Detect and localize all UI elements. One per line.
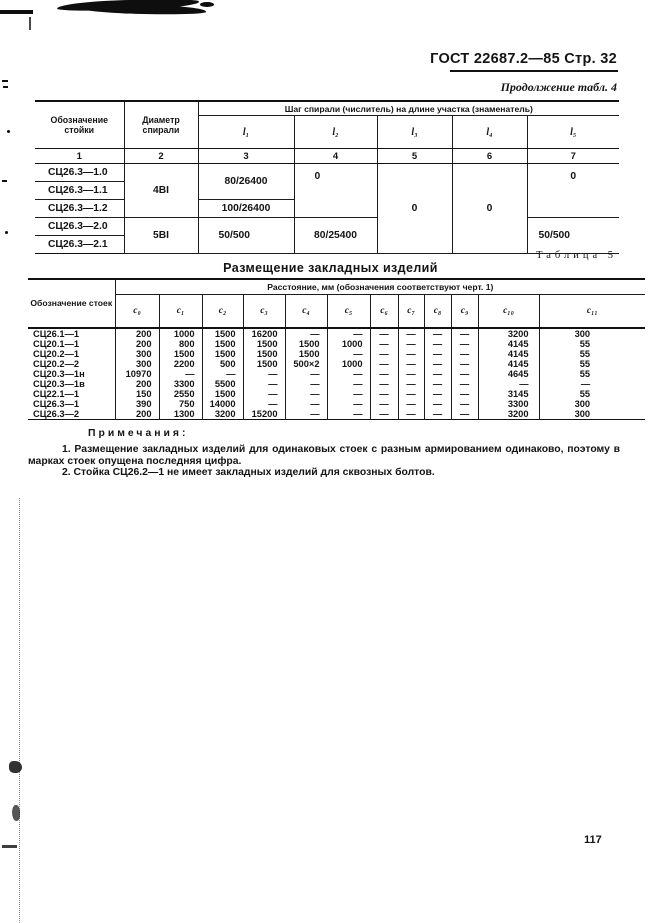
table-row xyxy=(28,369,645,379)
distance-value-cell: — xyxy=(424,409,451,420)
distance-value-cell: — xyxy=(370,399,398,409)
stand-designation-cell: СЦ26.3—2.0 xyxy=(35,218,124,236)
distance-value-cell: — xyxy=(398,359,424,369)
spiral-pitch-table-wrap xyxy=(35,100,619,254)
distance-value-cell: 500×2 xyxy=(285,359,327,369)
distance-value-cell: — xyxy=(539,379,645,389)
distance-value-cell: — xyxy=(243,369,285,379)
column-header-l4: l₄ xyxy=(452,116,527,149)
distance-value-cell: — xyxy=(424,399,451,409)
scan-artifact-mark xyxy=(5,231,8,234)
stand-designation-cell: СЦ26.3—1 xyxy=(28,399,115,409)
distance-value-cell: — xyxy=(451,379,478,389)
scan-artifact-mark xyxy=(7,130,10,133)
spiral-pitch-table xyxy=(35,100,619,254)
distance-value-cell: 3200 xyxy=(478,409,539,420)
column-number: 6 xyxy=(452,149,527,164)
scan-artifact-smear xyxy=(2,845,17,848)
scan-artifact-dash xyxy=(0,10,33,14)
distance-value-cell: — xyxy=(243,399,285,409)
distance-value-cell: 1500 xyxy=(202,349,243,359)
stand-designation-cell: СЦ26.3—1.2 xyxy=(35,200,124,218)
distance-value-cell: 1500 xyxy=(243,339,285,349)
scan-artifact-smear xyxy=(9,761,22,773)
scan-artifact-tick xyxy=(29,17,31,30)
spiral-diameter-cell: 4ВI xyxy=(124,164,198,218)
pitch-value-cell: 0 xyxy=(294,164,377,218)
column-header-c7: с₇ xyxy=(398,295,424,328)
distance-value-cell: — xyxy=(424,389,451,399)
note-item: 1. Размещение закладных изделий для одинаковых стоек с разным армированием одинаково, поэтому в марках стоек опущена последняя цифра. xyxy=(28,444,620,467)
distance-value-cell: — xyxy=(370,328,398,339)
distance-value-cell: 4145 xyxy=(478,359,539,369)
distance-value-cell: 300 xyxy=(539,399,645,409)
distance-value-cell: — xyxy=(370,379,398,389)
distance-value-cell: — xyxy=(327,409,370,420)
table-row xyxy=(35,218,619,236)
distance-value-cell: — xyxy=(202,369,243,379)
column-header-c3: с₃ xyxy=(243,295,285,328)
distance-value-cell: — xyxy=(327,389,370,399)
distance-value-cell: 800 xyxy=(159,339,202,349)
distance-value-cell: 1500 xyxy=(285,349,327,359)
distance-value-cell: 15200 xyxy=(243,409,285,420)
pitch-value-cell: 80/25400 xyxy=(294,218,377,254)
distance-value-cell: — xyxy=(424,349,451,359)
table5-title: Размещение закладных изделий xyxy=(223,261,438,275)
distance-value-cell: 3200 xyxy=(478,328,539,339)
distance-value-cell: — xyxy=(424,359,451,369)
header-underline xyxy=(450,70,618,72)
column-number: 3 xyxy=(198,149,294,164)
distance-value-cell: 16200 xyxy=(243,328,285,339)
distance-value-cell: 1300 xyxy=(159,409,202,420)
distance-value-cell: 1500 xyxy=(202,339,243,349)
stand-designation-cell: СЦ26.3—2.1 xyxy=(35,236,124,254)
distance-value-cell: — xyxy=(370,349,398,359)
column-header-c4: с₄ xyxy=(285,295,327,328)
column-header-designation: Обозначение стойки xyxy=(35,101,124,149)
distance-value-cell: 55 xyxy=(539,349,645,359)
scan-artifact-mark xyxy=(3,86,8,88)
distance-value-cell: 1500 xyxy=(202,328,243,339)
column-header-l2: l₂ xyxy=(294,116,377,149)
notes-section xyxy=(28,428,620,479)
pitch-value-cell: 100/26400 xyxy=(198,200,294,218)
pitch-value-cell: 50/500 xyxy=(198,218,294,254)
column-number-row xyxy=(35,149,619,164)
distance-value-cell: — xyxy=(478,379,539,389)
column-header-c5: с₅ xyxy=(327,295,370,328)
table-row xyxy=(28,328,645,339)
table-row xyxy=(28,359,645,369)
column-header-pitch-span: Шаг спирали (числитель) на длине участка (знаменатель) xyxy=(198,101,619,116)
pitch-value-cell: 80/26400 xyxy=(198,164,294,200)
distance-value-cell: — xyxy=(424,369,451,379)
stand-designation-cell: СЦ26.3—1.0 xyxy=(35,164,124,182)
pitch-value-cell: 0 xyxy=(452,164,527,254)
distance-value-cell: — xyxy=(451,349,478,359)
distance-value-cell: — xyxy=(370,359,398,369)
distance-value-cell: 300 xyxy=(539,409,645,420)
table-row xyxy=(28,379,645,389)
column-header-c0: с₀ xyxy=(115,295,159,328)
distance-value-cell: — xyxy=(451,389,478,399)
distance-value-cell: — xyxy=(285,409,327,420)
column-header-l3: l₃ xyxy=(377,116,452,149)
distance-value-cell: — xyxy=(285,328,327,339)
scan-artifact-smudge xyxy=(200,2,214,7)
scan-artifact-mark xyxy=(2,80,8,82)
distance-value-cell: — xyxy=(370,369,398,379)
distance-value-cell: 1000 xyxy=(159,328,202,339)
distance-value-cell: 200 xyxy=(115,328,159,339)
column-header-c11: с₁₁ xyxy=(539,295,645,328)
stand-designation-cell: СЦ26.3—1.1 xyxy=(35,182,124,200)
distance-value-cell: 2200 xyxy=(159,359,202,369)
stand-designation-cell: СЦ20.1—1 xyxy=(28,339,115,349)
distance-value-cell: — xyxy=(398,399,424,409)
column-number: 1 xyxy=(35,149,124,164)
table5-number-label: Таблица 5 xyxy=(536,250,617,261)
distance-value-cell: 4145 xyxy=(478,349,539,359)
table-continuation-label: Продолжение табл. 4 xyxy=(500,80,617,94)
distance-value-cell: 390 xyxy=(115,399,159,409)
table-row xyxy=(28,339,645,349)
c-labels-row xyxy=(28,295,645,328)
column-header-diameter: Диаметр спирали xyxy=(124,101,198,149)
table-row xyxy=(28,409,645,420)
distance-value-cell: 1000 xyxy=(327,359,370,369)
distance-value-cell: 5500 xyxy=(202,379,243,389)
distance-value-cell: — xyxy=(243,389,285,399)
distance-value-cell: — xyxy=(398,328,424,339)
distance-value-cell: 4645 xyxy=(478,369,539,379)
distance-value-cell: 300 xyxy=(115,359,159,369)
column-header-stand-designation: Обозначение стоек xyxy=(28,279,115,328)
scan-artifact-smear xyxy=(12,805,20,821)
distance-value-cell: 1500 xyxy=(285,339,327,349)
distance-value-cell: 500 xyxy=(202,359,243,369)
scan-artifact-mark xyxy=(2,180,7,182)
notes-heading: Примечания: xyxy=(88,428,189,439)
distance-value-cell: — xyxy=(451,409,478,420)
table-row xyxy=(28,279,645,295)
distance-value-cell: 2550 xyxy=(159,389,202,399)
distance-value-cell: 3300 xyxy=(478,399,539,409)
distance-value-cell: — xyxy=(285,379,327,389)
distance-value-cell: — xyxy=(398,369,424,379)
distance-value-cell: — xyxy=(398,339,424,349)
distance-value-cell: — xyxy=(370,409,398,420)
distance-value-cell: — xyxy=(327,349,370,359)
stand-designation-cell: СЦ26.3—2 xyxy=(28,409,115,420)
distance-value-cell: — xyxy=(285,369,327,379)
table-row xyxy=(35,164,619,182)
distance-value-cell: 55 xyxy=(539,339,645,349)
column-header-c9: с₉ xyxy=(451,295,478,328)
distance-value-cell: — xyxy=(451,369,478,379)
pitch-value-cell: 50/500 xyxy=(527,218,619,254)
page-title: ГОСТ 22687.2—85 Стр. 32 xyxy=(430,51,617,67)
column-header-c6: с₆ xyxy=(370,295,398,328)
distance-value-cell: — xyxy=(243,379,285,389)
distance-value-cell: 55 xyxy=(539,369,645,379)
distance-value-cell: 300 xyxy=(115,349,159,359)
distance-value-cell: 14000 xyxy=(202,399,243,409)
placement-table-body xyxy=(28,328,645,420)
distance-value-cell: — xyxy=(370,389,398,399)
distance-value-cell: 750 xyxy=(159,399,202,409)
distance-value-cell: — xyxy=(285,389,327,399)
distance-value-cell: 200 xyxy=(115,409,159,420)
column-header-l5: l₅ xyxy=(527,116,619,149)
distance-value-cell: — xyxy=(451,328,478,339)
pitch-value-cell: 0 xyxy=(377,164,452,254)
distance-value-cell: — xyxy=(327,369,370,379)
distance-value-cell: 200 xyxy=(115,339,159,349)
table-row xyxy=(35,101,619,116)
column-number: 7 xyxy=(527,149,619,164)
distance-value-cell: — xyxy=(424,328,451,339)
distance-value-cell: — xyxy=(398,389,424,399)
distance-value-cell: — xyxy=(398,379,424,389)
distance-value-cell: 55 xyxy=(539,389,645,399)
distance-value-cell: — xyxy=(398,409,424,420)
note-item: 2. Стойка СЦ26.2—1 не имеет закладных изделий для сквозных болтов. xyxy=(62,467,435,478)
spiral-diameter-cell: 5ВI xyxy=(124,218,198,254)
distance-value-cell: — xyxy=(451,339,478,349)
distance-value-cell: — xyxy=(327,399,370,409)
distance-value-cell: 200 xyxy=(115,379,159,389)
stand-designation-cell: СЦ20.2—2 xyxy=(28,359,115,369)
distance-value-cell: — xyxy=(327,379,370,389)
distance-value-cell: 3300 xyxy=(159,379,202,389)
column-number: 5 xyxy=(377,149,452,164)
distance-value-cell: — xyxy=(398,349,424,359)
column-number: 4 xyxy=(294,149,377,164)
scan-artifact-fold-line xyxy=(19,498,20,923)
distance-value-cell: 55 xyxy=(539,359,645,369)
pitch-value-cell: 0 xyxy=(527,164,619,218)
stand-designation-cell: СЦ20.2—1 xyxy=(28,349,115,359)
column-header-c8: с₈ xyxy=(424,295,451,328)
stand-designation-cell: СЦ22.1—1 xyxy=(28,389,115,399)
distance-value-cell: — xyxy=(285,399,327,409)
distance-value-cell: — xyxy=(327,328,370,339)
distance-value-cell: 150 xyxy=(115,389,159,399)
stand-designation-cell: СЦ20.3—1в xyxy=(28,379,115,389)
distance-value-cell: — xyxy=(370,339,398,349)
distance-value-cell: 1500 xyxy=(202,389,243,399)
stand-designation-cell: СЦ26.1—1 xyxy=(28,328,115,339)
column-number: 2 xyxy=(124,149,198,164)
table-row xyxy=(28,399,645,409)
column-header-l1: l₁ xyxy=(198,116,294,149)
table-row xyxy=(28,389,645,399)
stand-designation-cell: СЦ20.3—1н xyxy=(28,369,115,379)
page-number: 117 xyxy=(584,834,602,846)
column-header-c10: с₁₀ xyxy=(478,295,539,328)
distance-value-cell: 1500 xyxy=(243,359,285,369)
distance-value-cell: 3145 xyxy=(478,389,539,399)
distance-value-cell: — xyxy=(424,379,451,389)
distance-value-cell: 4145 xyxy=(478,339,539,349)
distance-value-cell: 300 xyxy=(539,328,645,339)
distance-value-cell: — xyxy=(159,369,202,379)
placement-table-wrap xyxy=(28,278,645,420)
column-header-c2: с₂ xyxy=(202,295,243,328)
column-header-c1: с₁ xyxy=(159,295,202,328)
distance-value-cell: 3200 xyxy=(202,409,243,420)
table-row xyxy=(28,349,645,359)
distance-value-cell: — xyxy=(451,359,478,369)
distance-value-cell: — xyxy=(451,399,478,409)
distance-value-cell: 10970 xyxy=(115,369,159,379)
placement-table xyxy=(28,278,645,420)
distance-value-cell: 1000 xyxy=(327,339,370,349)
distance-value-cell: 1500 xyxy=(243,349,285,359)
distance-value-cell: 1500 xyxy=(159,349,202,359)
distance-value-cell: — xyxy=(424,339,451,349)
column-header-distance-span: Расстояние, мм (обозначения соответствуют черт. 1) xyxy=(115,279,645,295)
